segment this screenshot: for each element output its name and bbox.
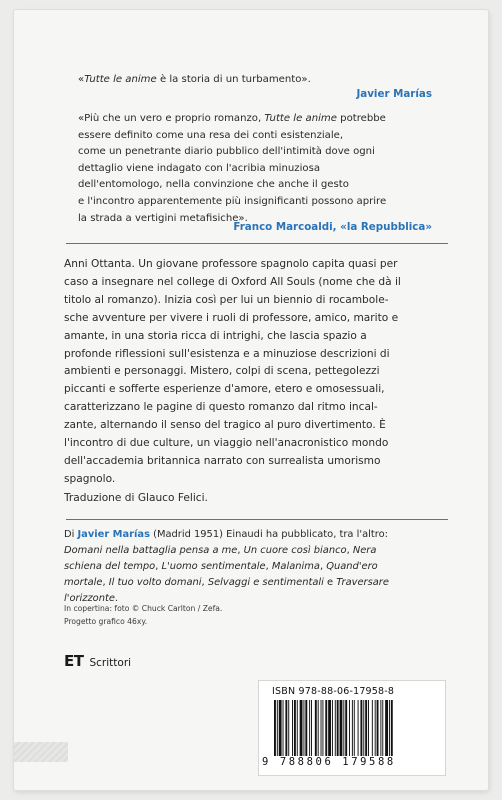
author-bio [64, 527, 444, 607]
barcode-bar [343, 700, 344, 756]
quote-1-author: Javier Marías [356, 88, 432, 100]
bio-title: Selvaggi e sentimentali [207, 577, 324, 588]
bio-line [64, 575, 444, 591]
bio-title: Traversare [336, 577, 389, 588]
barcode-bar [283, 700, 284, 756]
quote-2-author: Franco Marcoaldi, «la Repubblica» [233, 221, 432, 233]
divider-top [66, 243, 448, 244]
bio-line [64, 559, 444, 575]
quote-2-text: «Più che un vero e proprio romanzo, [78, 113, 265, 124]
synopsis-line: spagnolo. [64, 472, 116, 485]
bio-text: (Madrid 1951) Einaudi ha pubblicato, tra l'altro: [149, 529, 388, 540]
quote-2-line: come un penetrante diario pubblico dell'intimità dove ogni [78, 146, 375, 158]
barcode-bar [315, 700, 317, 756]
barcode-bar [322, 700, 323, 756]
barcode-bar [375, 700, 376, 756]
quote-1-text: è la storia di un turbamento». [156, 74, 311, 85]
barcode-bar [332, 700, 333, 756]
credit-photo: In copertina: foto © Chuck Carlton / Zefa. [64, 604, 223, 613]
bio-sep: , [102, 577, 109, 588]
synopsis-line: amante, in una storia ricca di intrighi, che lascia spazio a [64, 329, 367, 342]
publisher-logo [64, 652, 131, 670]
bio-title: L'uomo sentimentale [161, 561, 266, 572]
barcode-bar [372, 700, 373, 756]
bio-sep: , [346, 545, 353, 556]
bio-line [64, 543, 444, 559]
barcode-bar [368, 700, 369, 756]
bio-title: Domani nella battaglia pensa a me [64, 545, 238, 556]
barcode-bar [385, 700, 388, 756]
synopsis-line: sche avventure per vivere i ruoli di professore, amico, marito e [64, 311, 399, 324]
translator-credit: Traduzione di Glauco Felici. [64, 492, 208, 504]
barcode-bar [337, 700, 339, 756]
barcode-bar [321, 700, 322, 756]
bio-title: Malanima [271, 561, 320, 572]
isbn-label: ISBN 978-88-06-17958-8 [272, 686, 395, 697]
barcode-digits: 9 788806 179588 [262, 756, 396, 768]
logo-series: Scrittori [89, 657, 132, 669]
bio-sep: . [114, 593, 119, 604]
quote-2-line: essere definito come una resa dei conti esistenziale, [78, 129, 344, 141]
bio-title: mortale [64, 577, 103, 588]
barcode-bar [303, 700, 304, 756]
barcode-bar [318, 700, 319, 756]
bio-title: Un cuore così bianco [243, 545, 347, 556]
bio-sep: , [265, 561, 272, 572]
barcode-bar [340, 700, 343, 756]
barcode-bar [325, 700, 327, 756]
bio-title: Quand'ero [326, 561, 378, 572]
synopsis-line: l'incontro di due culture, un viaggio nell'anacronistico mondo [64, 437, 389, 450]
bio-sep: , [319, 561, 327, 572]
barcode-bar [297, 700, 298, 756]
quote-2-title: Tutte le anime [264, 113, 337, 124]
barcode-bar [285, 700, 287, 756]
cover-credits [64, 602, 364, 628]
barcode-bar [391, 700, 393, 756]
barcode-bar [309, 700, 310, 756]
divider-bottom [66, 519, 448, 520]
credit-design: Progetto grafico 46xy. [64, 617, 148, 626]
synopsis-line: caratterizzano le pagine di questo romanzo dal ritmo incal- [64, 401, 378, 414]
synopsis-line: Anni Ottanta. Un giovane professore spagnolo capita quasi per [64, 258, 398, 270]
barcode-bar [377, 700, 379, 756]
barcode-bar [354, 700, 355, 756]
bio-line [64, 527, 444, 543]
bio-author: Javier Marías [77, 529, 150, 540]
barcode-bar [360, 700, 362, 756]
barcode-bar [345, 700, 347, 756]
bio-sep: , [201, 577, 208, 588]
quote-1-open: « [78, 74, 85, 85]
quote-2-text: potrebbe [336, 113, 386, 124]
quote-2-line [78, 111, 428, 128]
bio-text: Di [64, 529, 78, 540]
bio-sep: , [237, 545, 244, 556]
barcode-bar [328, 700, 331, 756]
quote-2 [78, 111, 428, 227]
barcode-bar [292, 700, 293, 756]
quote-1 [78, 72, 428, 89]
barcode-bar [288, 700, 289, 756]
barcode-bar [274, 700, 276, 756]
barcode-bar [311, 700, 312, 756]
barcode-bar [363, 700, 364, 756]
barcode-bar [277, 700, 278, 756]
barcode-graphic [272, 700, 438, 758]
barcode-bar [335, 700, 336, 756]
price-sticker-residue [14, 742, 68, 762]
synopsis-line: caso a insegnare nel college di Oxford All Souls (nome che dà il [64, 275, 401, 288]
synopsis-line: zante, alternando il senso del tragico al puro divertimento. È [64, 419, 386, 432]
synopsis-line: piccanti e sofferte esperienze d'amore, etero e omosessuali, [64, 383, 385, 396]
bio-title: l'orizzonte [64, 593, 115, 604]
barcode-bar [294, 700, 296, 756]
synopsis [64, 256, 444, 489]
quote-1-title: Tutte le anime [84, 74, 157, 85]
synopsis-line: ambienti e personaggi. Mistero, colpi di scena, pettegolezzi [64, 365, 380, 378]
quote-2-line: la strada a vertigini metafisiche». [78, 212, 248, 224]
barcode-bar [358, 700, 359, 756]
bio-sep: e [323, 577, 337, 588]
quote-2-line: dettaglio viene indagato con l'acribia minuziosa [78, 162, 321, 174]
logo-mark: ET [64, 652, 84, 670]
bio-title: schiena del tempo [64, 561, 156, 572]
bio-sep: , [155, 561, 162, 572]
quote-2-line: e l'incontro apparentemente più insignificanti possono aprire [78, 195, 387, 207]
barcode-bar [279, 700, 282, 756]
quote-2-line: dell'entomologo, nella convinzione che anche il gesto [78, 179, 349, 191]
bio-title: Il tuo volto domani [108, 577, 202, 588]
synopsis-line: profonde riflessioni sull'esistenza e a minuziose descrizioni di [64, 347, 390, 360]
synopsis-line: dell'accademia britannica narrato con surrealista umorismo [64, 454, 381, 467]
barcode-bar [389, 700, 390, 756]
synopsis-line: titolo al romanzo). Inizia così per lui un biennio di rocambole- [64, 293, 389, 306]
barcode-bar [352, 700, 353, 756]
barcode-bar [300, 700, 303, 756]
bio-title: Nera [352, 545, 377, 556]
barcode-bar [382, 700, 383, 756]
barcode-bar [380, 700, 381, 756]
barcode-bar [365, 700, 367, 756]
barcode-bar [349, 700, 350, 756]
barcode-bar [305, 700, 307, 756]
